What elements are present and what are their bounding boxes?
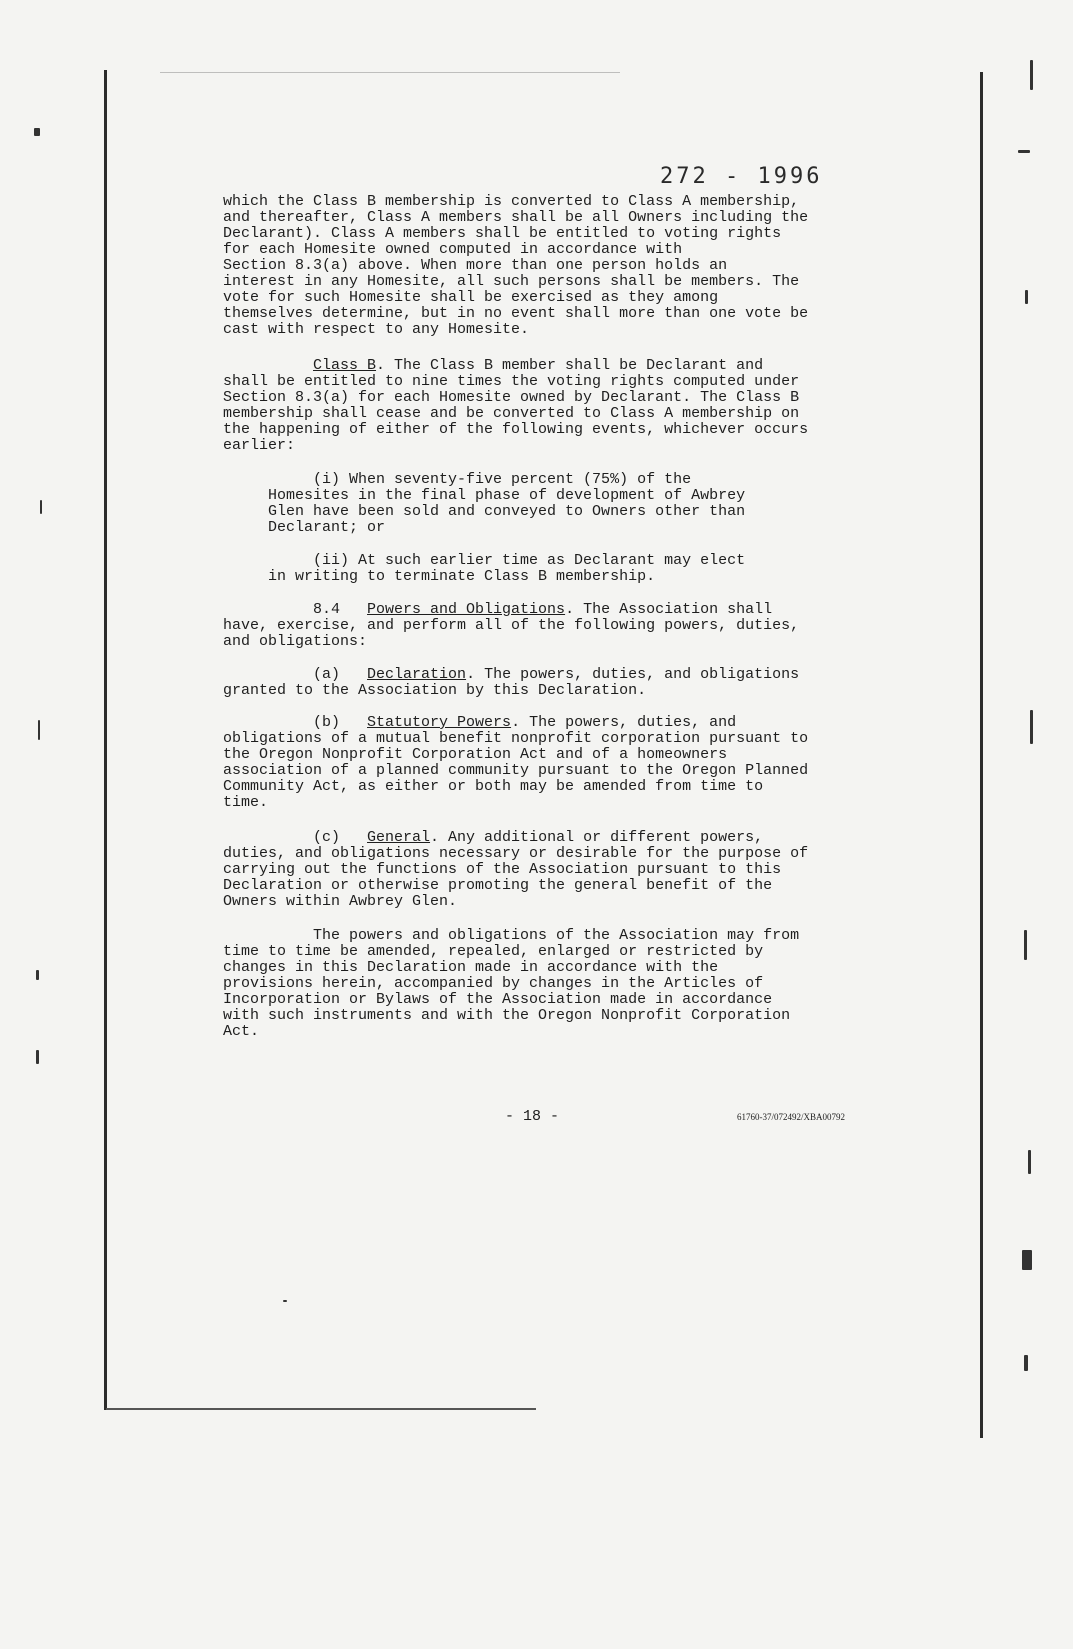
class-b-heading: Class B xyxy=(313,357,377,374)
page-number: - 18 - xyxy=(505,1108,560,1125)
section-8-4-text: . The Association shall have, exercise, and perform all of the following powers, duties, and obligations: xyxy=(223,601,800,650)
list-item-i: (i) When seventy-five percent (75%) of the Homesites in the final phase of development of Awbrey Glen have been sold and conveyed to Owners other than Declarant; or xyxy=(268,471,746,536)
scan-speck xyxy=(1025,290,1028,304)
section-a xyxy=(223,667,863,699)
section-8-4-heading: Powers and Obligations xyxy=(367,601,566,618)
section-c-number: (c) xyxy=(223,829,368,846)
section-8-4 xyxy=(223,602,863,650)
scan-speck xyxy=(38,720,40,740)
scan-speck xyxy=(283,1300,287,1302)
section-a-heading: Declaration xyxy=(367,666,467,683)
scan-speck xyxy=(36,970,39,980)
section-c-heading: General xyxy=(367,829,431,846)
scan-speck xyxy=(1024,930,1027,960)
section-b-heading: Statutory Powers xyxy=(367,714,512,731)
scan-speck xyxy=(1028,1150,1031,1174)
scan-edge-top xyxy=(160,72,620,73)
recording-stamp: 272 - 1996 xyxy=(660,164,823,189)
scan-edge-right xyxy=(980,72,983,1438)
section-c xyxy=(223,830,863,910)
scan-edge-bottom xyxy=(106,1408,536,1410)
scan-speck xyxy=(1024,1355,1028,1371)
scan-speck xyxy=(40,500,42,514)
paragraph-class-b xyxy=(223,358,863,454)
class-b-text: . The Class B member shall be Declarant and shall be entitled to nine times the voting rights computed under Section 8.3(a) for each Homesite owned by Declarant. The Class B membership shall cease and be converted to Class A membership on the happening of either of the following events, whichever occurs earlier: xyxy=(223,357,809,454)
section-c-text: . Any additional or different powers, duties, and obligations necessary or desirable for the purpose of carrying out the functions of the Association pursuant to this Declaration or otherwise promoting the general benefit of the Owners within Awbrey Glen. xyxy=(223,829,809,910)
paragraph-class-a-continued: which the Class B membership is converted to Class A membership, and thereafter, Class A members shall be all Owners including the Declarant). Class A members shall be entitled to voting rights for each Homesite owned computed in accordance with Section 8.3(a) above. When more than one person holds an interest in any Homesite, all such persons shall be members. The vote for such Homesite shall be exercised as they among themselves determine, but in no event shall more than one vote be cast with respect to any Homesite. xyxy=(223,193,809,338)
class-b-indent xyxy=(223,357,313,374)
section-a-text: . The powers, duties, and obligations granted to the Association by this Declaration. xyxy=(223,666,800,699)
list-item-ii: (ii) At such earlier time as Declarant may elect in writing to terminate Class B membership. xyxy=(268,552,746,585)
section-b-text: . The powers, duties, and obligations of a mutual benefit nonprofit corporation pursuant to the Oregon Nonprofit Corporation Act and of a homeowners association of a planned community pursuant to the Oregon Planned Community Act, as either or both may be amended from time to time. xyxy=(223,714,809,811)
section-8-4-number: 8.4 xyxy=(223,601,368,618)
scan-speck xyxy=(36,1050,39,1064)
paragraph-amendment: The powers and obligations of the Association may from time to time be amended, repealed, enlarged or restricted by changes in this Declaration made in accordance with the provisions herein, accompanied by changes in the Articles of Incorporation or Bylaws of the Association made in accordance with such instruments and with the Oregon Nonprofit Corporation Act. xyxy=(223,927,800,1040)
scan-speck xyxy=(1018,150,1030,153)
document-code: 61760-37/072492/XBA00792 xyxy=(737,1112,845,1122)
section-b xyxy=(223,715,863,811)
scan-speck xyxy=(1030,710,1033,744)
section-b-number: (b) xyxy=(223,714,368,731)
scan-edge-left xyxy=(104,70,107,1410)
scan-speck xyxy=(34,128,40,136)
scan-speck xyxy=(1022,1250,1032,1270)
scan-speck xyxy=(1030,60,1033,90)
section-a-number: (a) xyxy=(223,666,368,683)
